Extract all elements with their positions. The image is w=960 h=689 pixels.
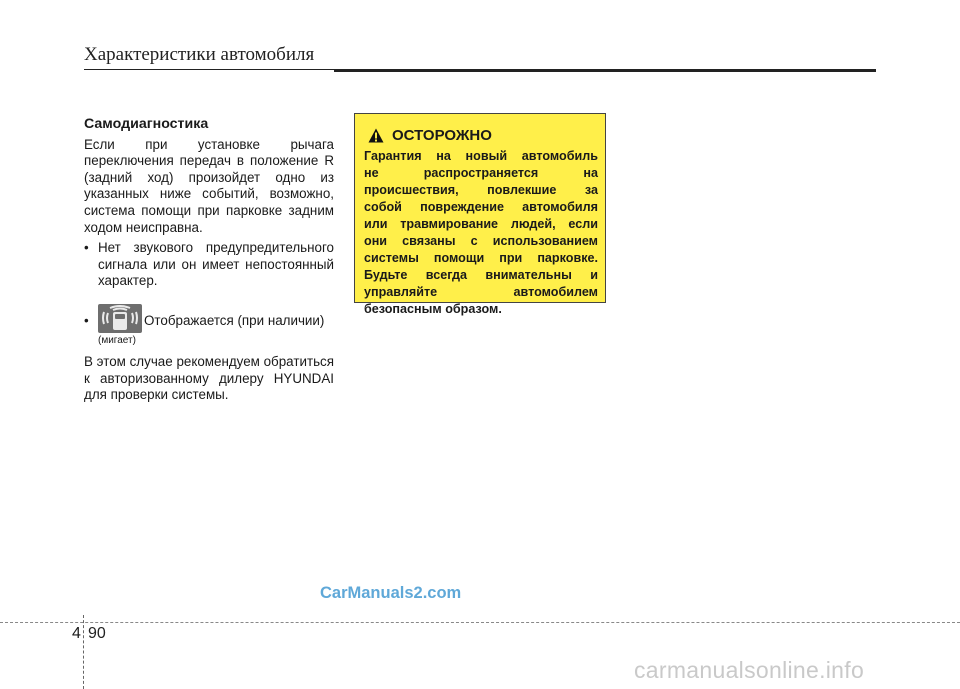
header-rule-thin	[84, 69, 334, 70]
header-rule-thick	[334, 69, 876, 72]
site-watermark: carmanualsonline.info	[634, 657, 865, 683]
bullet-marker: •	[84, 312, 89, 328]
caution-line: управляйте автомобилем	[364, 285, 598, 299]
caution-line: они связаны с использованием	[364, 234, 598, 248]
footer-rule	[0, 622, 960, 623]
intro-paragraph: Если при установке рычага переключения передач в положение R (задний ход) произойдет одно из указанных ниже событий, возможно, система помощи при парковке задним ходом неисправна.	[84, 136, 334, 235]
caution-line: происшествия, повлекшие за	[364, 183, 598, 197]
warning-triangle-icon	[368, 128, 384, 143]
page-number: 90	[88, 625, 106, 642]
caution-line: не распространяется на	[364, 166, 598, 180]
caution-line: системы помощи при парковке.	[364, 251, 598, 265]
caution-line: Будьте всегда внимательны и	[364, 268, 598, 282]
caution-line: собой повреждение автомобиля	[364, 200, 598, 214]
contact-paragraph: В этом случае рекомендуем обратиться к авторизованному дилеру HYUNDAI для проверки системы.	[84, 353, 334, 403]
symptom-item-no-sound: • Нет звукового предупредительного сигнала или он имеет непостоянный характер.	[84, 240, 334, 290]
indicator-caption: Отображается (при наличии)	[144, 312, 325, 328]
footer-divider	[83, 615, 85, 689]
carmanuals-watermark: CarManuals2.com	[320, 584, 462, 602]
left-column	[84, 116, 334, 404]
symptom-list	[84, 240, 334, 290]
icon-blink-label: (мигает)	[98, 334, 136, 346]
caution-line: или травмирование людей, если	[364, 217, 598, 231]
parking-sensor-icon	[98, 304, 142, 333]
section-number: 4	[72, 625, 81, 642]
caution-line: Гарантия на новый автомобиль	[364, 149, 598, 163]
indicator-row	[84, 304, 334, 344]
caution-body	[364, 148, 598, 318]
section-heading: Самодиагностика	[84, 116, 209, 132]
caution-title: ОСТОРОЖНО	[392, 126, 492, 144]
caution-header	[364, 124, 598, 146]
header-title: Характеристики автомобиля	[84, 44, 315, 65]
caution-box	[354, 113, 606, 316]
caution-line: безопасным образом.	[364, 302, 502, 316]
